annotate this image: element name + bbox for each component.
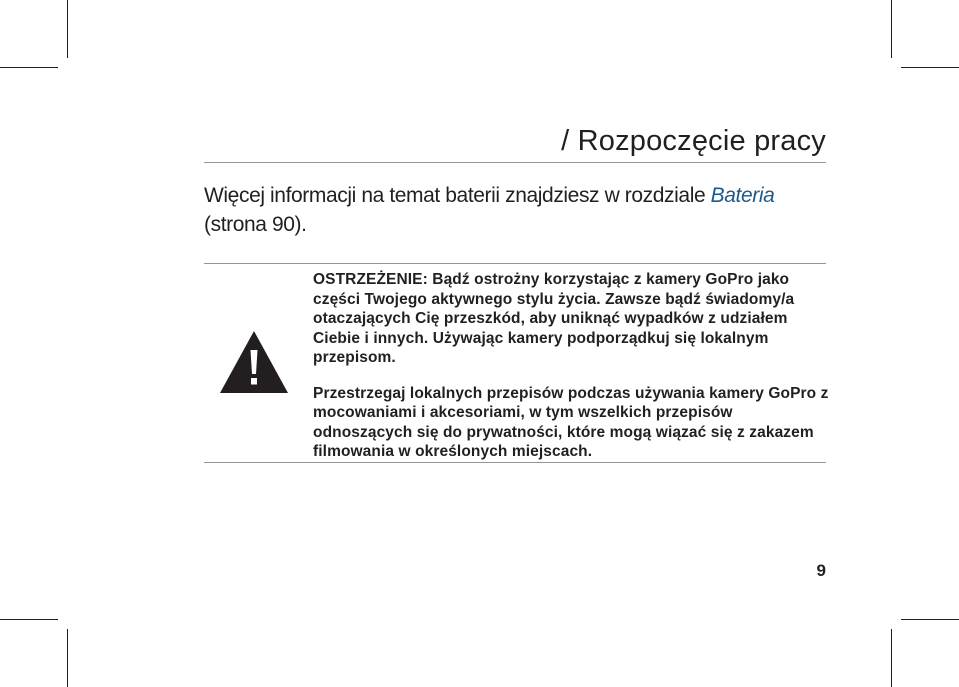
warning-paragraph-1	[313, 270, 833, 368]
intro-paragraph	[204, 181, 804, 239]
warning-paragraph-1-text: Bądź ostrożny korzystając z kamery GoPro jako części Twojego aktywnego stylu życia. Zawsze bądź świadomy/a otaczających Cię przeszkód, aby uniknąć wypadków z udziałem Ciebie i innych. Używając kamery podporządkuj się lokalnym przepisom.	[313, 271, 795, 366]
header-rule	[204, 162, 826, 163]
crop-mark-top-right-vertical	[891, 0, 892, 58]
crop-mark-top-right-horizontal	[901, 67, 959, 68]
section-title: / Rozpoczęcie pracy	[561, 125, 826, 157]
intro-text-before: Więcej informacji na temat baterii znajdziesz w rozdziale	[204, 184, 711, 207]
crop-mark-bottom-left-vertical	[67, 629, 68, 687]
warning-label: OSTRZEŻENIE:	[313, 271, 428, 288]
crop-mark-bottom-right-vertical	[891, 629, 892, 687]
crop-mark-top-left-vertical	[67, 0, 68, 58]
warning-paragraph-2: Przestrzegaj lokalnych przepisów podczas używania kamery GoPro z mocowaniami i akcesoriami, w tym wszelkich przepisów odnoszących się do prywatności, które mogą wiązać się z zakazem filmowania w określonych miejscach.	[313, 384, 829, 460]
battery-chapter-link[interactable]: Bateria	[710, 184, 775, 207]
warning-bottom-rule	[204, 462, 826, 463]
crop-mark-bottom-left-horizontal	[0, 619, 58, 620]
warning-top-rule	[204, 263, 826, 264]
intro-text-after: (strona 90).	[204, 213, 307, 236]
crop-mark-top-left-horizontal	[0, 67, 58, 68]
warning-text	[313, 270, 833, 462]
warning-triangle-icon	[220, 331, 288, 393]
page-number: 9	[816, 561, 826, 580]
crop-mark-bottom-right-horizontal	[901, 619, 959, 620]
